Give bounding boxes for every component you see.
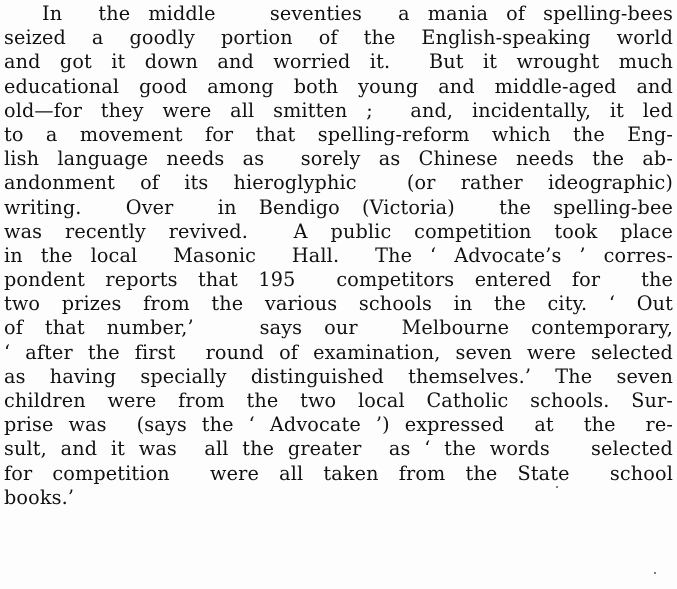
text-line: to a movement for that spelling-reform which the Eng-: [4, 122, 673, 146]
print-speck: [556, 486, 558, 488]
text-line: and got it down and worried it. But it wrought much: [4, 50, 673, 74]
print-speck: [654, 572, 656, 574]
text-line: old—for they were all smitten ; and, incidentally, it led: [4, 98, 673, 122]
text-line: In the middle seventies a mania of spelling-bees: [42, 2, 673, 25]
text-line: ‘ after the first round of examination, seven were selected: [4, 340, 673, 364]
text-line: children were from the two local Catholic schools. Sur-: [4, 389, 673, 412]
text-line: writing. Over in Bendigo (Victoria) the spelling-bee: [4, 195, 673, 219]
text-line: was recently revived. A public competition took place: [4, 219, 673, 243]
article-body: [4, 2, 673, 510]
text-line: educational good among both young and middle-aged and: [4, 74, 673, 98]
text-line: pondent reports that 195 competitors entered for the: [4, 268, 673, 292]
text-line: seized a goodly portion of the English-speaking world: [4, 26, 673, 50]
text-line: of that number,’ says our Melbourne contemporary,: [4, 316, 673, 340]
text-line: for competition were all taken from the State school: [4, 461, 673, 485]
text-line: as having specially distinguished themselves.’ The seven: [4, 364, 673, 388]
text-line: sult, and it was all the greater as ‘ the words selected: [4, 437, 673, 461]
text-line: andonment of its hieroglyphic (or rather ideographic): [4, 171, 673, 195]
text-line: prise was (says the ‘ Advocate ’) expressed at the re-: [4, 413, 673, 437]
text-line: in the local Masonic Hall. The ‘ Advocate’s ’ corres-: [4, 243, 673, 267]
text-line: books.’: [4, 485, 75, 509]
text-line: lish language needs as sorely as Chinese needs the ab-: [4, 147, 673, 171]
text-line: two prizes from the various schools in the city. ‘ Out: [4, 292, 673, 316]
